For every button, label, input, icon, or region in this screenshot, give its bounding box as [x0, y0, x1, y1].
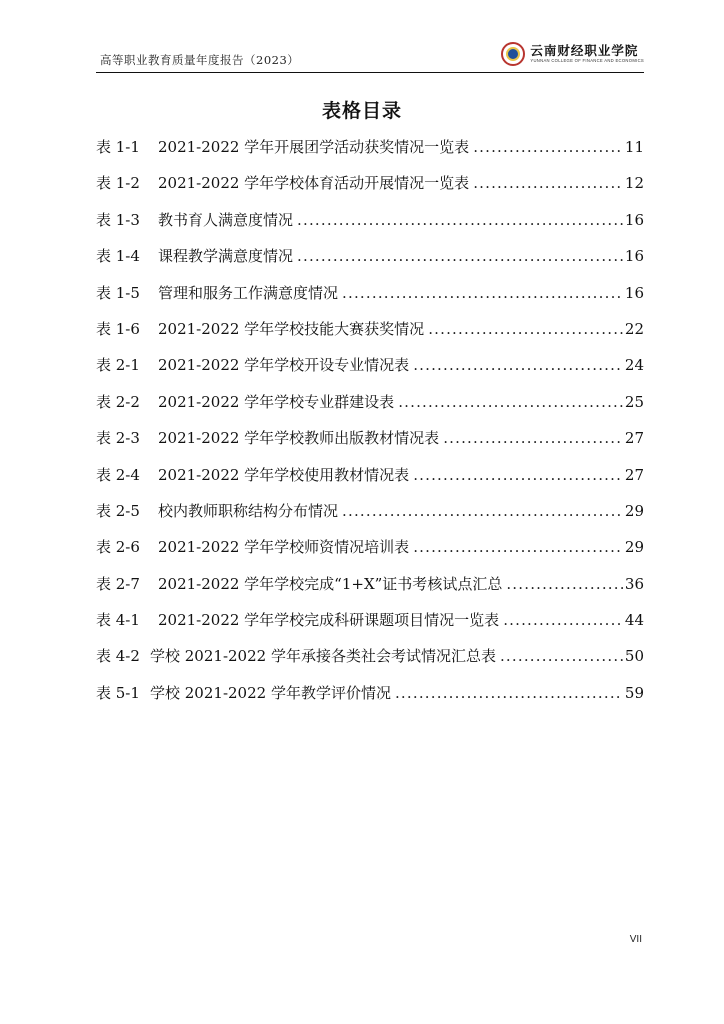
- toc-page: 11: [624, 138, 644, 156]
- toc-title: 2021-2022 学年学校完成科研课题项目情况一览表: [158, 611, 500, 630]
- toc-page: 16: [624, 247, 644, 266]
- toc-entry[interactable]: [96, 645, 644, 681]
- toc-entry[interactable]: [96, 354, 644, 390]
- toc-page: 27: [624, 465, 644, 484]
- toc-title: 2021-2022 学年学校教师出版教材情况表: [158, 429, 440, 448]
- toc-title: 学校 2021-2022 学年承接各类社会考试情况汇总表: [150, 647, 496, 666]
- toc-leader: [500, 647, 623, 665]
- toc-label: 表 1-4: [96, 247, 140, 266]
- toc-title: 课程教学满意度情况: [158, 247, 294, 266]
- toc-page: 16: [624, 283, 644, 302]
- toc-leader: [297, 247, 623, 265]
- toc-label: 表 1-5: [96, 283, 140, 302]
- toc-leader: [503, 611, 623, 629]
- toc-entry[interactable]: [96, 427, 644, 463]
- toc-title: 2021-2022 学年开展团学活动获奖情况一览表: [158, 138, 470, 156]
- toc-title: 2021-2022 学年学校使用教材情况表: [158, 465, 410, 484]
- toc-entry[interactable]: [96, 464, 644, 500]
- toc-label: 表 2-4: [96, 465, 140, 484]
- toc-label: 表 2-2: [96, 392, 140, 411]
- toc-entry[interactable]: [96, 500, 644, 536]
- toc-label: 表 2-7: [96, 574, 140, 593]
- toc-label: 表 1-2: [96, 174, 140, 193]
- toc-leader: [398, 393, 623, 411]
- toc-title: 2021-2022 学年学校师资情况培训表: [158, 538, 410, 557]
- toc-entry[interactable]: [96, 245, 644, 281]
- toc-leader: [428, 320, 623, 338]
- toc-page: 44: [624, 611, 644, 630]
- college-name-cn: 云南财经职业学院: [530, 43, 639, 58]
- toc-page: 27: [624, 429, 644, 448]
- toc-leader: [395, 684, 623, 702]
- toc-label: 表 1-3: [96, 210, 140, 229]
- toc-entry[interactable]: [96, 209, 644, 245]
- toc-page: 25: [624, 392, 644, 411]
- toc-label: 表 1-6: [96, 319, 140, 338]
- report-title: 高等职业教育质量年度报告（2023）: [100, 53, 300, 67]
- toc-leader: [413, 538, 623, 556]
- toc-leader: [506, 575, 623, 593]
- college-name-en: YUNNAN COLLEGE OF FINANCE AND ECONOMICS: [530, 58, 644, 63]
- toc-entry[interactable]: [96, 573, 644, 609]
- page-title: 表格目录: [321, 100, 402, 122]
- toc-entry[interactable]: [96, 282, 644, 318]
- toc-title: 校内教师职称结构分布情况: [158, 501, 339, 520]
- toc-page: 50: [624, 647, 644, 666]
- toc-page: 59: [624, 683, 644, 702]
- toc-page: 29: [624, 501, 644, 520]
- toc-title: 2021-2022 学年学校专业群建设表: [158, 392, 395, 411]
- toc-title: 2021-2022 学年学校体育活动开展情况一览表: [158, 174, 470, 193]
- toc-page: 29: [624, 538, 644, 557]
- toc-leader: [443, 429, 623, 447]
- toc-page: 22: [624, 319, 644, 338]
- toc-leader: [413, 356, 623, 374]
- toc-leader: [473, 138, 623, 156]
- toc-label: 表 5-1: [96, 683, 140, 702]
- toc-entry[interactable]: [96, 172, 644, 208]
- college-seal-icon: [501, 42, 525, 66]
- toc-leader: [297, 211, 623, 229]
- toc-entry[interactable]: [96, 609, 644, 645]
- toc-entry[interactable]: [96, 318, 644, 354]
- toc-page: 16: [624, 210, 644, 229]
- toc-label: 表 4-1: [96, 611, 140, 630]
- toc-label: 表 4-2: [96, 647, 140, 666]
- toc-title: 2021-2022 学年学校完成“1+X”证书考核试点汇总: [158, 574, 503, 593]
- toc-entry[interactable]: [96, 136, 644, 172]
- toc-leader: [473, 174, 623, 192]
- toc-label: 表 2-5: [96, 501, 140, 520]
- page-header: [96, 40, 644, 72]
- toc-label: 表 2-6: [96, 538, 140, 557]
- toc-title: 2021-2022 学年学校技能大赛获奖情况: [158, 319, 425, 338]
- toc-title: 管理和服务工作满意度情况: [158, 283, 339, 302]
- header-divider: [96, 72, 644, 73]
- toc-page: 36: [624, 574, 644, 593]
- toc-page: 12: [624, 174, 644, 193]
- toc-entry[interactable]: [96, 391, 644, 427]
- college-logo: [501, 42, 644, 66]
- toc-label: 表 2-1: [96, 356, 140, 375]
- toc-label: 表 2-3: [96, 429, 140, 448]
- toc-label: 表 1-1: [96, 138, 140, 156]
- table-of-contents: [96, 136, 644, 718]
- page-number: VII: [629, 934, 642, 945]
- toc-entry[interactable]: [96, 536, 644, 572]
- toc-leader: [413, 466, 623, 484]
- toc-leader: [342, 284, 623, 302]
- toc-leader: [342, 502, 623, 520]
- toc-title: 2021-2022 学年学校开设专业情况表: [158, 356, 410, 375]
- toc-title: 教书育人满意度情况: [158, 210, 294, 229]
- toc-title: 学校 2021-2022 学年教学评价情况: [150, 683, 391, 702]
- toc-page: 24: [624, 356, 644, 375]
- toc-entry[interactable]: [96, 682, 644, 718]
